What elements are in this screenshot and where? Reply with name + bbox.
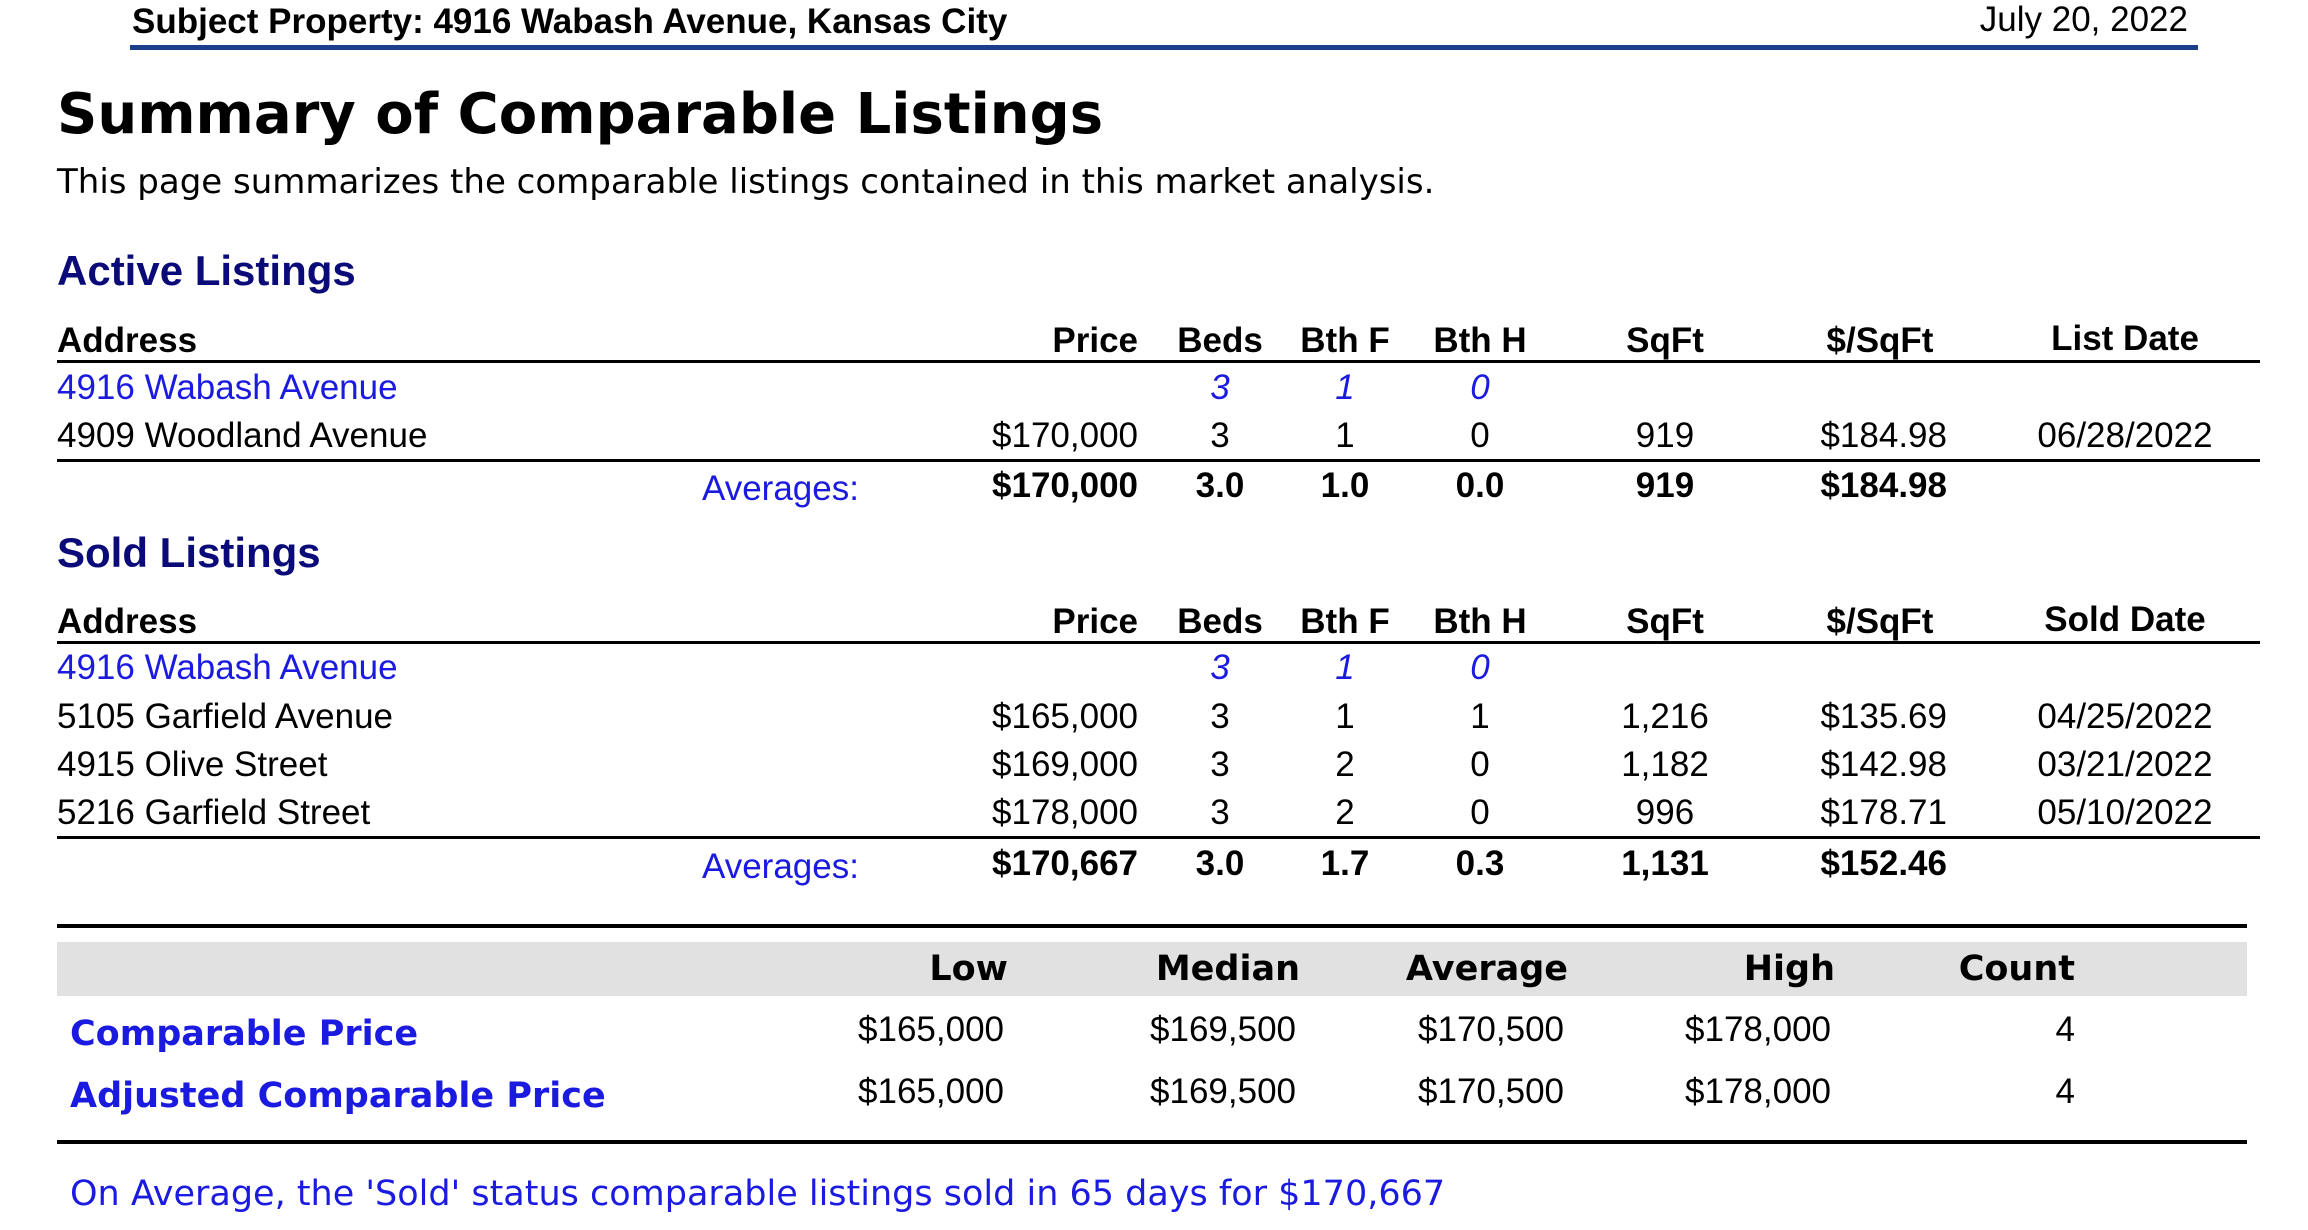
comparable-price-label: Comparable Price — [70, 1014, 419, 1054]
row-beds: 3 — [1210, 416, 1230, 455]
row-address: 5105 Garfield Avenue — [57, 697, 394, 736]
row-ppsf: $142.98 — [1820, 745, 1947, 784]
row-bthf: 1 — [1335, 416, 1355, 455]
avg-bthh: 0.0 — [1455, 466, 1505, 505]
col-sqft-header: SqFt — [1626, 602, 1704, 641]
averages-label: Averages: — [702, 847, 859, 886]
subject-address-link[interactable]: 4916 Wabash Avenue — [57, 648, 398, 687]
avg-beds: 3.0 — [1195, 466, 1245, 505]
subject-property-header: Subject Property: 4916 Wabash Avenue, Kansas City — [132, 2, 1008, 41]
row-address: 4909 Woodland Avenue — [57, 416, 428, 455]
row-bthh: 0 — [1470, 793, 1490, 832]
row-bthh: 0 — [1470, 416, 1490, 455]
count-value: 4 — [2055, 1072, 2075, 1111]
table-header-rule — [57, 360, 2260, 363]
avg-ppsf: $184.98 — [1820, 466, 1947, 505]
avg-bthf: 1.0 — [1320, 466, 1370, 505]
average-value: $170,500 — [1418, 1010, 1564, 1049]
avg-sqft: 1,131 — [1621, 844, 1709, 883]
low-value: $165,000 — [858, 1010, 1004, 1049]
average-value: $170,500 — [1418, 1072, 1564, 1111]
summary-bottom-rule — [57, 1140, 2247, 1144]
row-sqft: 1,182 — [1621, 745, 1709, 784]
col-list-date-header: List Date — [2051, 319, 2199, 358]
row-ppsf: $184.98 — [1820, 416, 1947, 455]
col-ppsf-header: $/SqFt — [1826, 321, 1934, 360]
subject-bthf: 1 — [1335, 648, 1355, 687]
col-price-header: Price — [1052, 602, 1138, 641]
averages-label: Averages: — [702, 469, 859, 508]
col-median-header: Median — [1155, 949, 1300, 989]
row-sold-date: 04/25/2022 — [2037, 697, 2213, 736]
col-bthh-header: Bth H — [1433, 602, 1527, 641]
row-sold-date: 03/21/2022 — [2037, 745, 2213, 784]
col-count-header: Count — [1958, 949, 2075, 989]
avg-price: $170,000 — [992, 466, 1138, 505]
avg-bthf: 1.7 — [1320, 844, 1370, 883]
col-price-header: Price — [1052, 321, 1138, 360]
row-beds: 3 — [1210, 697, 1230, 736]
sold-listings-title: Sold Listings — [57, 529, 321, 576]
avg-bthh: 0.3 — [1455, 844, 1505, 883]
col-address-header: Address — [57, 321, 198, 360]
col-bthf-header: Bth F — [1300, 321, 1390, 360]
subject-bthh: 0 — [1470, 648, 1490, 687]
avg-sqft: 919 — [1635, 466, 1695, 505]
col-bthf-header: Bth F — [1300, 602, 1390, 641]
row-price: $169,000 — [992, 745, 1138, 784]
row-sold-date: 05/10/2022 — [2037, 793, 2213, 832]
averages-rule — [57, 836, 2260, 839]
median-value: $169,500 — [1150, 1072, 1296, 1111]
row-price: $165,000 — [992, 697, 1138, 736]
row-list-date: 06/28/2022 — [2037, 416, 2213, 455]
active-listings-title: Active Listings — [57, 247, 356, 294]
row-bthh: 0 — [1470, 745, 1490, 784]
row-bthf: 2 — [1335, 745, 1355, 784]
col-beds-header: Beds — [1177, 602, 1263, 641]
avg-beds: 3.0 — [1195, 844, 1245, 883]
col-high-header: High — [1743, 949, 1835, 989]
row-bthf: 1 — [1335, 697, 1355, 736]
col-average-header: Average — [1405, 949, 1568, 989]
subject-beds: 3 — [1210, 368, 1230, 407]
header-rule — [130, 45, 2198, 50]
row-beds: 3 — [1210, 745, 1230, 784]
row-ppsf: $135.69 — [1820, 697, 1947, 736]
col-sold-date-header: Sold Date — [2044, 600, 2206, 639]
count-value: 4 — [2055, 1010, 2075, 1049]
col-sqft-header: SqFt — [1626, 321, 1704, 360]
sold-average-note: On Average, the 'Sold' status comparable listings sold in 65 days for $170,667 — [70, 1174, 1446, 1214]
row-address: 4915 Olive Street — [57, 745, 328, 784]
page-title: Summary of Comparable Listings — [57, 82, 1104, 147]
avg-ppsf: $152.46 — [1820, 844, 1947, 883]
subject-bthh: 0 — [1470, 368, 1490, 407]
subject-address-link[interactable]: 4916 Wabash Avenue — [57, 368, 398, 407]
page-subtitle: This page summarizes the comparable listings contained in this market analysis. — [57, 162, 1435, 202]
summary-top-rule — [57, 924, 2247, 928]
row-sqft: 1,216 — [1621, 697, 1709, 736]
col-beds-header: Beds — [1177, 321, 1263, 360]
row-bthf: 2 — [1335, 793, 1355, 832]
high-value: $178,000 — [1685, 1072, 1831, 1111]
row-sqft: 996 — [1635, 793, 1695, 832]
adjusted-comparable-price-label: Adjusted Comparable Price — [70, 1076, 606, 1116]
report-date: July 20, 2022 — [1979, 0, 2188, 39]
col-ppsf-header: $/SqFt — [1826, 602, 1934, 641]
col-bthh-header: Bth H — [1433, 321, 1527, 360]
row-bthh: 1 — [1470, 697, 1490, 736]
row-price: $178,000 — [992, 793, 1138, 832]
summary-header-band — [57, 942, 2247, 996]
col-low-header: Low — [929, 949, 1008, 989]
table-header-rule — [57, 641, 2260, 644]
row-address: 5216 Garfield Street — [57, 793, 371, 832]
col-address-header: Address — [57, 602, 198, 641]
high-value: $178,000 — [1685, 1010, 1831, 1049]
avg-price: $170,667 — [992, 844, 1138, 883]
row-sqft: 919 — [1635, 416, 1695, 455]
averages-rule — [57, 459, 2260, 462]
row-ppsf: $178.71 — [1820, 793, 1947, 832]
median-value: $169,500 — [1150, 1010, 1296, 1049]
low-value: $165,000 — [858, 1072, 1004, 1111]
subject-beds: 3 — [1210, 648, 1230, 687]
row-beds: 3 — [1210, 793, 1230, 832]
row-price: $170,000 — [992, 416, 1138, 455]
subject-bthf: 1 — [1335, 368, 1355, 407]
